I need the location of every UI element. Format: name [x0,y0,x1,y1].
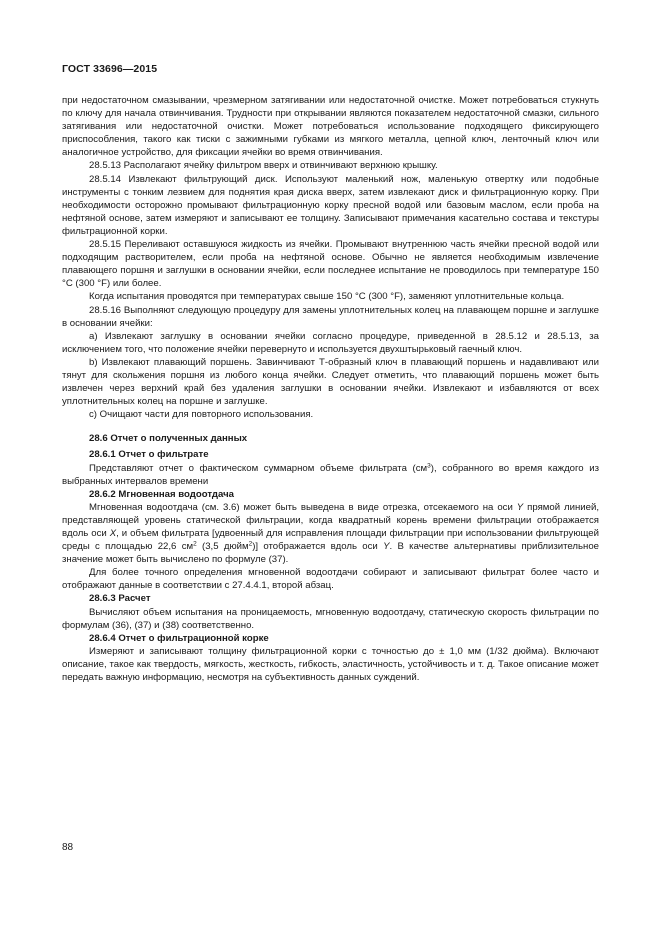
paragraph-28-6-4: Измеряют и записывают толщину фильтрационной корки с точностью до ± 1,0 мм (1/32 дюйма). Включают описание, такое как твердость, мягкость, жесткость, гибкость, эластичность, устойчивость и т. д. Такое описание может передать важную информацию, несмотря на субъективность данных суждений. [62,645,599,684]
text-segment: Представляют отчет о фактическом суммарном объеме фильтрата (см [89,462,428,474]
paragraph-high-temp: Когда испытания проводятся при температурах свыше 150 °С (300 °F), заменяют уплотнительные кольца. [89,291,565,303]
paragraph-28-6-2 [62,501,599,566]
list-item-c: с) Очищают части для повторного использования. [89,409,314,421]
superscript: 2 [193,540,197,548]
paragraph-28-6-3: Вычисляют объем испытания на проницаемость, мгновенную водоотдачу, статическую скорость фильтрации по формулам (36), (37) и (38) соответственно. [62,606,599,631]
superscript: 2 [248,540,253,548]
axis-symbol: Y [383,541,390,553]
text-segment: прямой линией, представляющей уровень статической фильтрации, когда квадратный корень времени фильтрации отображается вдоль оси [62,501,599,539]
subsection-heading-28-6-4: 28.6.4 Отчет о фильтрационной корке [89,632,269,644]
text-segment: )] отображается вдоль оси [252,541,384,553]
page-number: 88 [62,842,74,853]
subsection-heading-28-6-3: 28.6.3 Расчет [89,593,151,605]
section-heading-28-6: 28.6 Отчет о полученных данных [89,433,248,445]
subsection-heading-28-6-2: 28.6.2 Мгновенная водоотдача [89,488,235,500]
text-segment: , и объем фильтрата [удвоенный для исправления площади фильтрации при использовании фильтрующей среды с площадью 22,6 см [62,528,599,553]
paragraph-28-5-15: 28.5.15 Переливают оставшуюся жидкость из ячейки. Промывают внутреннюю часть ячейки пресной водой или подходящим растворителем, если проба на нефтяной основе. Обычно не является необходимым извлечение плавающего поршня и заглушки в основании ячейки, если последнее испытание не проводилось при температуре 150 °С (300 °F) или более. [62,239,599,290]
paragraph-28-5-14: 28.5.14 Извлекают фильтрующий диск. Используют маленький нож, маленькую отвертку или подобные инструменты с тонким лезвием для поднятия края диска вверх, затем извлекают диск и фильтрационную корку. При необходимости осторожно промывают фильтрационную корку пресной водой или базовым маслом, если проба на нефтяной основе, затем измеряют и записывают ее толщину. Записывают примечания касательно состава и текстуры фильтрационной корки. [62,173,599,237]
paragraph-28-5-16: 28.5.16 Выполняют следующую процедуру для замены уплотнительных колец на плавающем поршне и заглушке в основании ячейки: [62,304,599,329]
document-body [62,94,599,684]
list-item-b: b) Извлекают плавающий поршень. Завинчивают Т-образный ключ в плавающий поршень и надавливают или тянут для скольжения поршня из любого конца ячейки. Следует отметить, что плавающий поршень может быть извлечен через верхний край без удаления заглушки в основании ячейки. Извлекают и избавляются от всех уплотнительных колец на поршне и заглушке. [62,356,599,408]
axis-symbol: X [109,528,117,539]
paragraph-28-5-13: 28.5.13 Располагают ячейку фильтром вверх и отвинчивают верхнюю крышку. [89,160,438,172]
paragraph-28-6-2-second: Для более точного определения мгновенной водоотдачи собирают и записывают фильтрат более часто и отображают данные в соответствии с 27.4.4.1, второй абзац. [62,567,599,592]
text-segment: Мгновенная водоотдача (см. 3.6) может быть выведена в виде отрезка, отсекаемого на оси [89,501,517,513]
list-item-a: а) Извлекают заглушку в основании ячейки согласно процедуре, приведенной в 28.5.12 и 28.5.13, за исключением того, что положение ячейки перевернуто и используется двухштырьковый гаечный ключ. [62,330,599,355]
paragraph-28-6-1 [62,462,599,488]
standard-header: ГОСТ 33696—2015 [62,63,158,75]
text-segment: (3,5 дюйм [196,541,249,553]
subsection-heading-28-6-1: 28.6.1 Отчет о фильтрате [89,449,209,461]
paragraph-continuation: при недостаточном смазывании, чрезмерном затягивании или недостаточной очистке. Может потребоваться стукнуть по ключу для начала отвинчивания. Трудности при открывании являются показателем недостаточной смазки, сильного затягивания или недостаточной очистки. Может потребоваться использование подходящего фиксирующего приспособления, такого как тиски с зажимными губками из мягкого металла, цепной ключ, ленточный ключ или аналогичное устройство, для фиксации ячейки во время отвинчивания. [62,95,599,159]
text-segment: . В качестве альтернативы приблизительное значение может быть вычислено по формуле (37). [62,541,599,566]
superscript: 3 [427,462,431,470]
axis-symbol: Y [516,501,524,513]
text-segment: ), собранного во время каждого из выбранных интервалов времени [62,462,600,487]
